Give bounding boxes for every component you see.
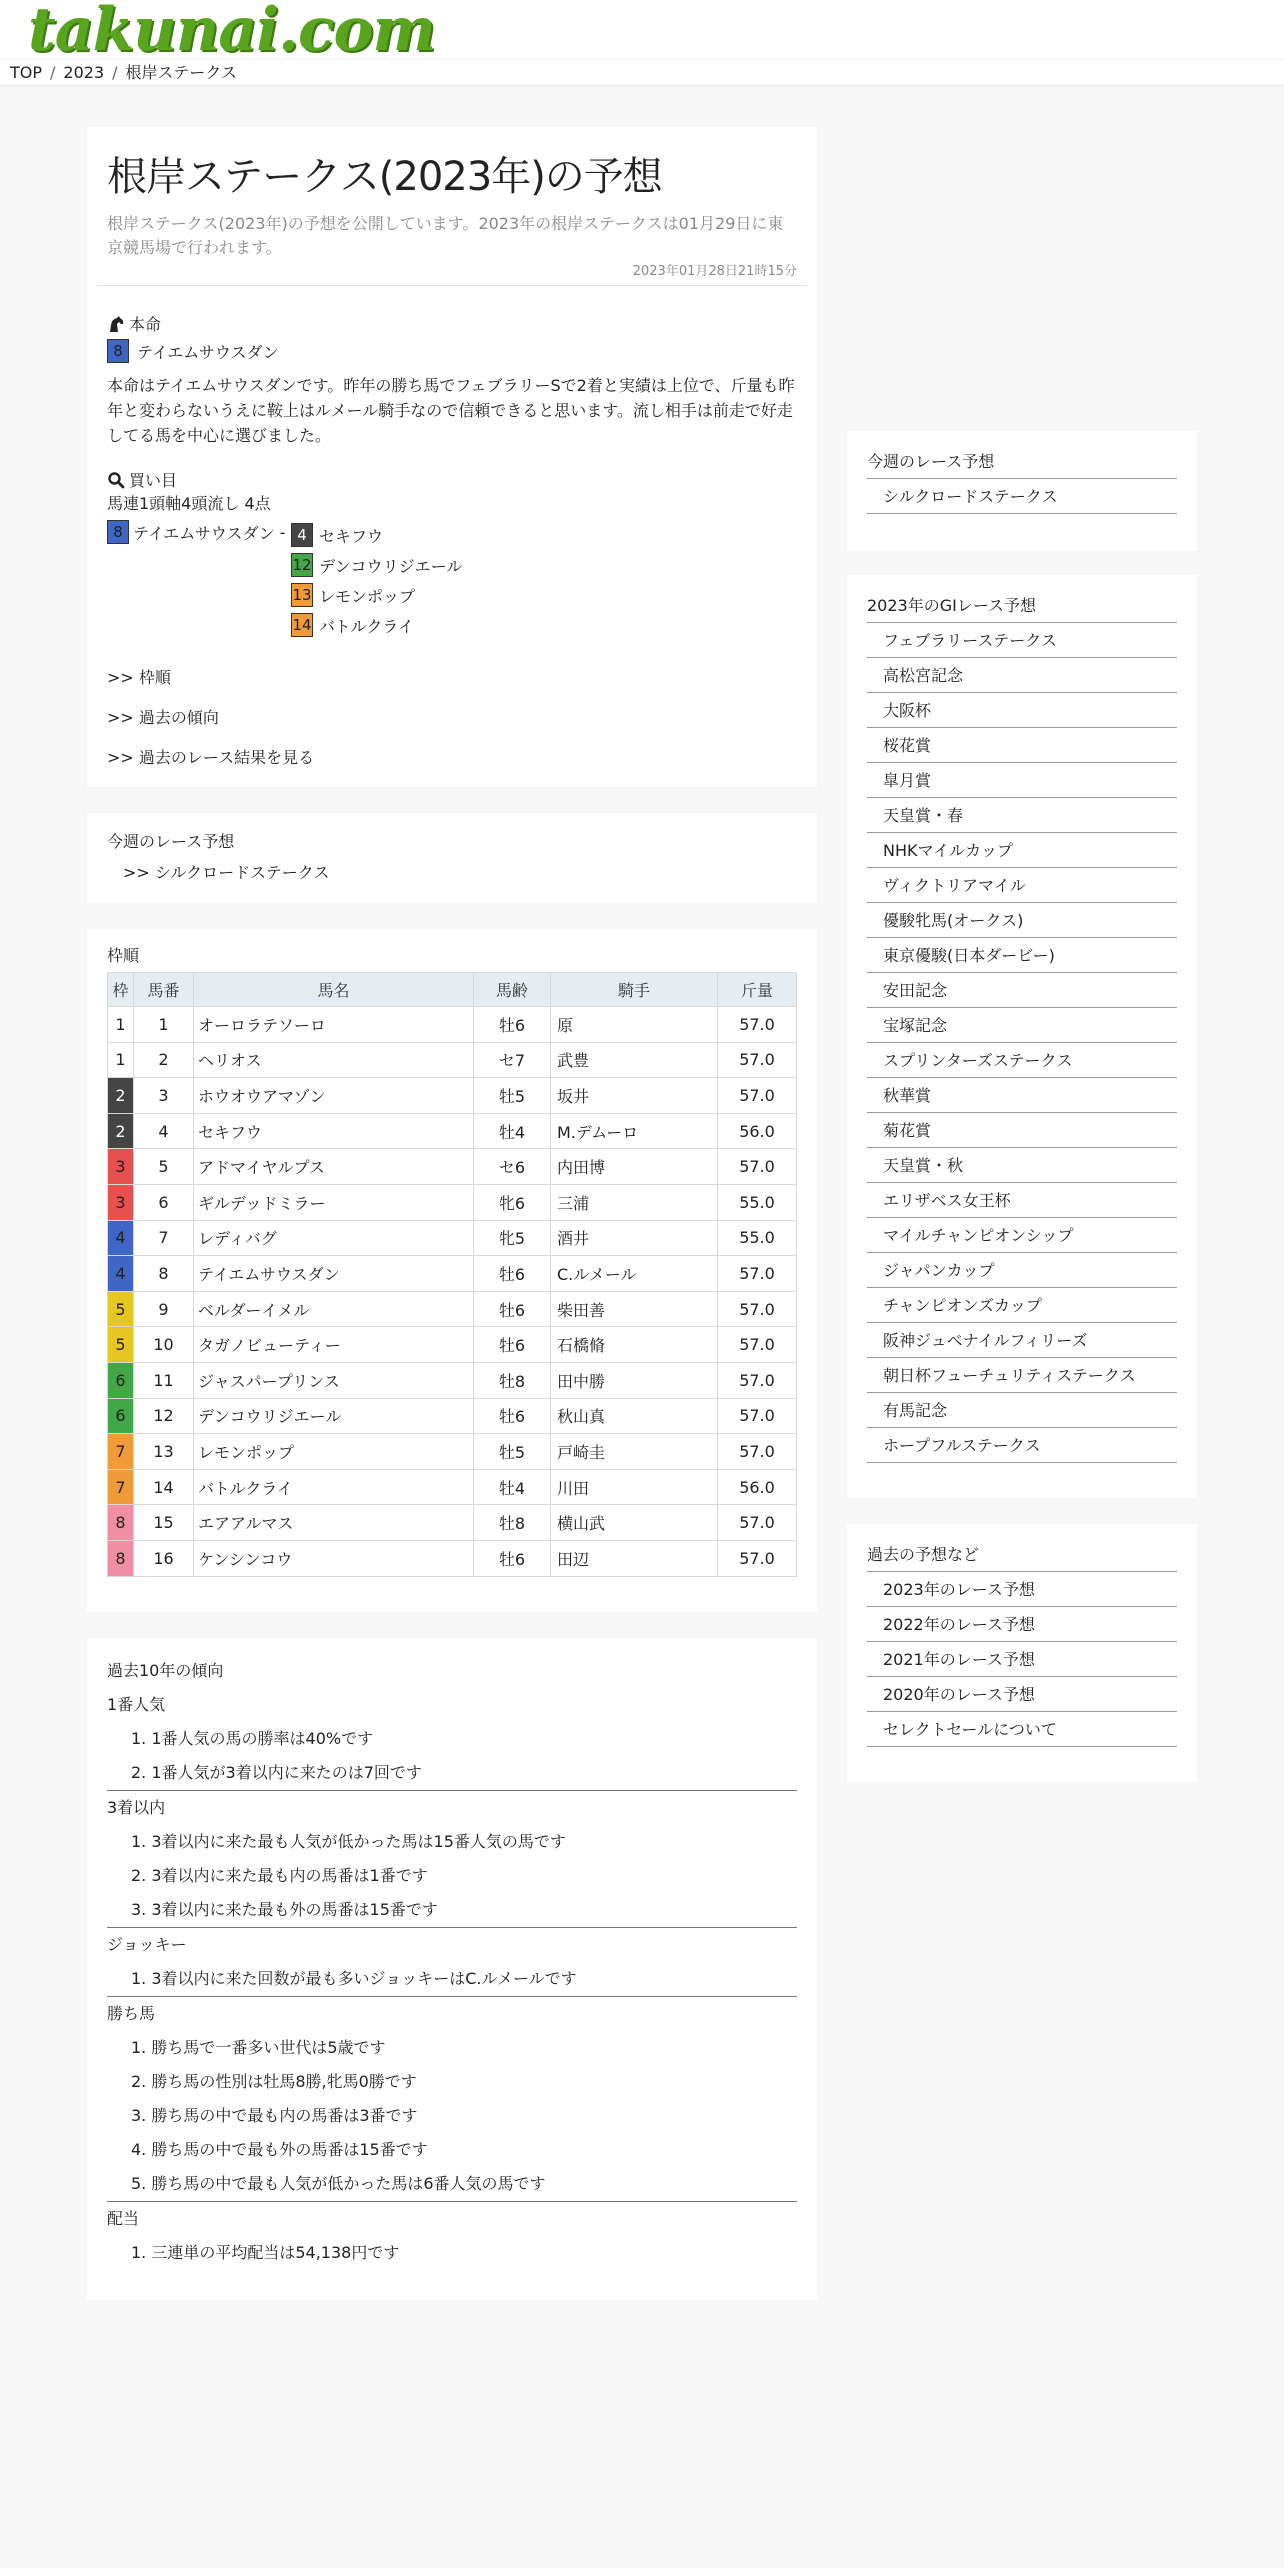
horse-number-badge: 8 <box>107 520 129 544</box>
site-logo[interactable]: takunai.com <box>28 0 436 65</box>
entries-head: 枠順 <box>107 946 140 965</box>
trends-head: 過去10年の傾向 <box>107 1661 224 1680</box>
horse-name-cell: ベルダーイメル <box>194 1291 474 1327</box>
sidebar-item <box>867 1008 1177 1043</box>
sidebar-item <box>867 1113 1177 1148</box>
jockey-cell: 川田 <box>551 1469 718 1505</box>
col-horse-name: 馬名 <box>194 973 474 1007</box>
table-row <box>108 1078 797 1114</box>
col-weight: 斤量 <box>718 973 797 1007</box>
age-cell: 牝5 <box>474 1220 551 1256</box>
waku-cell: 2 <box>108 1078 134 1114</box>
trend-item: 1. 三連単の平均配当は54,138円です <box>131 2243 400 2262</box>
sidebar-item <box>867 658 1177 693</box>
age-cell: 牝6 <box>474 1184 551 1220</box>
col-age: 馬齢 <box>474 973 551 1007</box>
table-row <box>108 1007 797 1043</box>
trend-item: 2. 3着以内に来た最も内の馬番は1番です <box>131 1866 428 1885</box>
partner-item: 12 デンコウリジエール <box>291 550 462 580</box>
age-cell: 牡6 <box>474 1256 551 1292</box>
weight-cell: 57.0 <box>718 1042 797 1078</box>
horse-name-cell: ケンシンコウ <box>194 1540 474 1576</box>
number-cell: 14 <box>134 1469 194 1505</box>
number-cell: 12 <box>134 1398 194 1434</box>
jockey-cell: 田辺 <box>551 1540 718 1576</box>
sidebar-link[interactable]: ヴィクトリアマイル <box>883 876 1026 895</box>
waku-cell: 8 <box>108 1540 134 1576</box>
weight-cell: 57.0 <box>718 1149 797 1185</box>
weight-cell: 57.0 <box>718 1362 797 1398</box>
trend-item: 1. 勝ち馬で一番多い世代は5歳です <box>131 2038 386 2057</box>
table-row <box>108 1434 797 1470</box>
breadcrumb-separator: / <box>112 63 118 82</box>
jockey-cell: 内田博 <box>551 1149 718 1185</box>
divider <box>97 285 807 286</box>
jockey-cell: C.ルメール <box>551 1256 718 1292</box>
sidebar-past-head: 過去の予想など <box>867 1538 1177 1572</box>
sidebar-link[interactable]: 菊花賞 <box>883 1121 932 1140</box>
age-cell: 牡5 <box>474 1078 551 1114</box>
weight-cell: 56.0 <box>718 1469 797 1505</box>
sidebar-item <box>867 1218 1177 1253</box>
sidebar-item <box>867 903 1177 938</box>
jockey-cell: 横山武 <box>551 1505 718 1541</box>
sidebar-link[interactable]: チャンピオンズカップ <box>883 1296 1042 1315</box>
sidebar-item <box>867 798 1177 833</box>
link-entries[interactable]: >> 枠順 <box>107 668 171 687</box>
partner-item: 14 バトルクライ <box>291 610 462 640</box>
sidebar-link[interactable]: スプリンターズステークス <box>883 1051 1073 1070</box>
horse-name-cell: タガノビューティー <box>194 1327 474 1363</box>
kaime-label: 買い目 <box>107 468 817 491</box>
waku-cell: 3 <box>108 1184 134 1220</box>
waku-cell: 6 <box>108 1398 134 1434</box>
horse-name-cell: ヘリオス <box>194 1042 474 1078</box>
breadcrumb-year[interactable]: 2023 <box>63 63 105 82</box>
sidebar-item <box>867 693 1177 728</box>
number-cell: 10 <box>134 1327 194 1363</box>
weight-cell: 55.0 <box>718 1184 797 1220</box>
weight-cell: 57.0 <box>718 1078 797 1114</box>
horse-name-cell: ジャスパープリンス <box>194 1362 474 1398</box>
sidebar-g1-head: 2023年のGⅠレース予想 <box>867 589 1177 623</box>
link-past-results[interactable]: >> 過去のレース結果を見る <box>107 748 315 767</box>
sidebar-item <box>867 728 1177 763</box>
jockey-cell: M.デムーロ <box>551 1113 718 1149</box>
table-row <box>108 1113 797 1149</box>
sidebar-item <box>867 1428 1177 1463</box>
col-waku: 枠 <box>108 973 134 1007</box>
sidebar-link[interactable]: 2021年のレース予想 <box>883 1650 1035 1669</box>
sidebar-link[interactable]: ホープフルステークス <box>883 1436 1041 1455</box>
horse-name-cell: エアアルマス <box>194 1505 474 1541</box>
table-row <box>108 1505 797 1541</box>
weight-cell: 57.0 <box>718 1540 797 1576</box>
waku-cell: 1 <box>108 1042 134 1078</box>
weekly-race-link[interactable]: >> シルクロードステークス <box>123 863 330 882</box>
age-cell: 牡6 <box>474 1398 551 1434</box>
link-trends[interactable]: >> 過去の傾向 <box>107 708 219 727</box>
horse-number-badge: 8 <box>107 339 129 363</box>
age-cell: 牡8 <box>474 1505 551 1541</box>
waku-cell: 8 <box>108 1505 134 1541</box>
entries-card <box>87 929 817 1612</box>
sidebar-link[interactable]: 宝塚記念 <box>883 1016 948 1035</box>
axis-name: テイエムサウスダン <box>133 523 275 543</box>
table-row <box>108 1469 797 1505</box>
horse-name-cell: レモンポップ <box>194 1434 474 1470</box>
table-row <box>108 1291 797 1327</box>
horse-icon <box>107 315 125 333</box>
waku-cell: 4 <box>108 1256 134 1292</box>
sidebar-link[interactable]: 高松宮記念 <box>883 666 964 685</box>
table-row <box>108 1149 797 1185</box>
sidebar-link[interactable]: 皐月賞 <box>883 771 932 790</box>
sidebar-item <box>867 1607 1177 1642</box>
sidebar-item <box>867 1642 1177 1677</box>
waku-cell: 5 <box>108 1291 134 1327</box>
jockey-cell: 戸崎圭 <box>551 1434 718 1470</box>
horse-name-cell: オーロラテソーロ <box>194 1007 474 1043</box>
age-cell: 牡4 <box>474 1469 551 1505</box>
waku-cell: 1 <box>108 1007 134 1043</box>
number-cell: 11 <box>134 1362 194 1398</box>
sidebar-item <box>867 1253 1177 1288</box>
trend-group-title: 勝ち馬 <box>107 2004 156 2023</box>
horse-name-cell: テイエムサウスダン <box>194 1256 474 1292</box>
sidebar-item <box>867 1323 1177 1358</box>
trends-card <box>87 1638 817 2300</box>
age-cell: 牡6 <box>474 1007 551 1043</box>
table-header-row <box>108 973 797 1007</box>
sidebar-link[interactable]: マイルチャンピオンシップ <box>883 1226 1074 1245</box>
publish-date: 2023年01月28日21時15分 <box>632 264 797 279</box>
table-row <box>108 1327 797 1363</box>
trend-item: 1. 3着以内に来た最も人気が低かった馬は15番人気の馬です <box>131 1832 566 1851</box>
sidebar-item <box>867 1183 1177 1218</box>
sidebar-link[interactable]: フェブラリーステークス <box>883 631 1057 650</box>
search-icon <box>107 471 125 489</box>
waku-cell: 5 <box>108 1327 134 1363</box>
sidebar-item <box>867 1288 1177 1323</box>
number-cell: 6 <box>134 1184 194 1220</box>
trend-item: 2. 勝ち馬の性別は牡馬8勝,牝馬0勝です <box>131 2072 417 2091</box>
age-cell: 牡6 <box>474 1291 551 1327</box>
horse-name-cell: セキフウ <box>194 1113 474 1149</box>
table-row <box>108 1398 797 1434</box>
waku-cell: 6 <box>108 1362 134 1398</box>
axis-separator: - <box>274 522 291 542</box>
table-row <box>108 1362 797 1398</box>
sidebar-item <box>867 1078 1177 1113</box>
sidebar-past <box>847 1524 1197 1782</box>
number-cell: 16 <box>134 1540 194 1576</box>
weight-cell: 57.0 <box>718 1327 797 1363</box>
horse-name-cell: ホウオウアマゾン <box>194 1078 474 1114</box>
trend-item: 3. 3着以内に来た最も外の馬番は15番です <box>131 1900 438 1919</box>
sidebar-item <box>867 623 1177 658</box>
sidebar-link[interactable]: 秋華賞 <box>883 1086 932 1105</box>
age-cell: 牡6 <box>474 1327 551 1363</box>
horse-number-badge: 12 <box>291 553 313 577</box>
trend-group-title: 配当 <box>107 2209 140 2228</box>
sidebar-link[interactable]: 優駿牝馬(オークス) <box>883 911 1024 930</box>
horse-name-cell: アドマイヤルプス <box>194 1149 474 1185</box>
sidebar-item <box>867 973 1177 1008</box>
trend-item: 5. 勝ち馬の中で最も人気が低かった馬は6番人気の馬です <box>131 2174 546 2193</box>
sidebar-link[interactable]: 朝日杯フューチュリティステークス <box>883 1366 1136 1385</box>
number-cell: 3 <box>134 1078 194 1114</box>
table-row <box>108 1540 797 1576</box>
horse-name-cell: ギルデッドミラー <box>194 1184 474 1220</box>
trend-item: 1. 1番人気の馬の勝率は40%です <box>131 1729 374 1748</box>
sidebar-link[interactable]: エリザベス女王杯 <box>883 1191 1011 1210</box>
jockey-cell: 秋山真 <box>551 1398 718 1434</box>
trend-item: 2. 1番人気が3着以内に来たのは7回です <box>131 1763 422 1782</box>
axis-horse <box>107 520 291 544</box>
age-cell: 牡5 <box>474 1434 551 1470</box>
sidebar-link[interactable]: ジャパンカップ <box>883 1261 995 1280</box>
age-cell: セ6 <box>474 1149 551 1185</box>
horse-name-cell: バトルクライ <box>194 1469 474 1505</box>
number-cell: 8 <box>134 1256 194 1292</box>
sidebar-link[interactable]: 阪神ジュベナイルフィリーズ <box>883 1331 1088 1350</box>
sidebar-item <box>867 1358 1177 1393</box>
horse-number-badge: 13 <box>291 583 313 607</box>
trend-item: 3. 勝ち馬の中で最も内の馬番は3番です <box>131 2106 418 2125</box>
weight-cell: 56.0 <box>718 1113 797 1149</box>
sidebar-item <box>867 868 1177 903</box>
number-cell: 2 <box>134 1042 194 1078</box>
sidebar-link[interactable]: 有馬記念 <box>883 1401 948 1420</box>
breadcrumb-current: 根岸ステークス <box>125 63 238 82</box>
sidebar-item <box>867 938 1177 973</box>
weight-cell: 57.0 <box>718 1505 797 1541</box>
jockey-cell: 武豊 <box>551 1042 718 1078</box>
weight-cell: 57.0 <box>718 1291 797 1327</box>
sidebar-item <box>867 1572 1177 1607</box>
sidebar-item <box>867 833 1177 868</box>
sidebar-link[interactable]: セレクトセールについて <box>883 1720 1057 1739</box>
prediction-card <box>87 127 817 787</box>
number-cell: 5 <box>134 1149 194 1185</box>
weight-cell: 57.0 <box>718 1434 797 1470</box>
sidebar-item <box>867 1043 1177 1078</box>
jockey-cell: 三浦 <box>551 1184 718 1220</box>
waku-cell: 7 <box>108 1469 134 1505</box>
kaime-type: 馬連1頭軸4頭流し 4点 <box>107 494 271 513</box>
breadcrumb-separator: / <box>50 63 56 82</box>
page-title: 根岸ステークス(2023年)の予想 <box>107 154 662 200</box>
trend-group-title: 3着以内 <box>107 1798 166 1817</box>
sidebar-item <box>867 1712 1177 1747</box>
article-links <box>87 658 817 778</box>
article-lead: 根岸ステークス(2023年)の予想を公開しています。2023年の根岸ステークスは01月29日に東京競馬場で行われます。 <box>107 214 784 257</box>
col-number: 馬番 <box>134 973 194 1007</box>
jockey-cell: 坂井 <box>551 1078 718 1114</box>
age-cell: 牡4 <box>474 1113 551 1149</box>
number-cell: 7 <box>134 1220 194 1256</box>
jockey-cell: 田中勝 <box>551 1362 718 1398</box>
partner-item: 13 レモンポップ <box>291 580 462 610</box>
jockey-cell: 石橋脩 <box>551 1327 718 1363</box>
waku-cell: 7 <box>108 1434 134 1470</box>
partner-list <box>291 520 462 640</box>
sidebar-g1 <box>847 575 1197 1498</box>
breadcrumb-top[interactable]: TOP <box>10 63 43 82</box>
sidebar-weekly <box>847 431 1197 551</box>
jockey-cell: 原 <box>551 1007 718 1043</box>
prediction-body: 本命はテイエムサウスダンです。昨年の勝ち馬でフェブラリーSで2着と実績は上位で、斤量も昨年と変わらないうえに鞍上はルメール騎手なので信頼できると思います。流し相手は前走で好走してる馬を中心に選びました。 <box>107 376 795 445</box>
weight-cell: 57.0 <box>718 1007 797 1043</box>
number-cell: 15 <box>134 1505 194 1541</box>
weight-cell: 57.0 <box>718 1398 797 1434</box>
waku-cell: 4 <box>108 1220 134 1256</box>
sidebar-link[interactable]: 2020年のレース予想 <box>883 1685 1035 1704</box>
table-row <box>108 1220 797 1256</box>
sidebar-item <box>867 1677 1177 1712</box>
horse-number-badge: 14 <box>291 613 313 637</box>
partner-item: 4 セキフウ <box>291 520 462 550</box>
horse-name-cell: デンコウリジエール <box>194 1398 474 1434</box>
jockey-cell: 酒井 <box>551 1220 718 1256</box>
number-cell: 1 <box>134 1007 194 1043</box>
sidebar-link[interactable]: 2022年のレース予想 <box>883 1615 1035 1634</box>
jockey-cell: 柴田善 <box>551 1291 718 1327</box>
table-row <box>108 1042 797 1078</box>
sidebar-link[interactable]: 天皇賞・春 <box>883 806 964 825</box>
sidebar-item <box>867 1393 1177 1428</box>
trend-item: 1. 3着以内に来た回数が最も多いジョッキーはC.ルメールです <box>131 1969 577 1988</box>
trend-item: 4. 勝ち馬の中で最も外の馬番は15番です <box>131 2140 428 2159</box>
sidebar-link[interactable]: 桜花賞 <box>883 736 932 755</box>
number-cell: 13 <box>134 1434 194 1470</box>
trend-group-title: 1番人気 <box>107 1695 166 1714</box>
kaime-combination <box>107 520 817 642</box>
table-row <box>108 1256 797 1292</box>
weight-cell: 57.0 <box>718 1256 797 1292</box>
horse-name-cell: レディバグ <box>194 1220 474 1256</box>
waku-cell: 3 <box>108 1149 134 1185</box>
horse-number-badge: 4 <box>291 523 313 547</box>
sidebar-link[interactable]: 東京優駿(日本ダービー) <box>883 946 1055 965</box>
sidebar-weekly-item[interactable]: シルクロードステークス <box>883 487 1058 506</box>
honmei-label: 本命 <box>107 312 817 335</box>
waku-cell: 2 <box>108 1113 134 1149</box>
honmei-horse <box>107 339 817 363</box>
sidebar-link[interactable]: 大阪杯 <box>883 701 932 720</box>
number-cell: 4 <box>134 1113 194 1149</box>
sidebar-item <box>867 763 1177 798</box>
sidebar-weekly-head: 今週のレース予想 <box>867 445 1177 479</box>
weight-cell: 55.0 <box>718 1220 797 1256</box>
col-jockey: 騎手 <box>551 973 718 1007</box>
age-cell: 牡8 <box>474 1362 551 1398</box>
weekly-head: 今週のレース予想 <box>107 832 235 851</box>
sidebar-link[interactable]: 安田記念 <box>883 981 948 1000</box>
sidebar-link[interactable]: NHKマイルカップ <box>883 841 1014 860</box>
entries-table <box>107 972 797 1577</box>
honmei-name: テイエムサウスダン <box>137 342 279 362</box>
number-cell: 9 <box>134 1291 194 1327</box>
trend-group-title: ジョッキー <box>107 1935 187 1954</box>
site-header <box>0 0 1284 65</box>
age-cell: 牡6 <box>474 1540 551 1576</box>
sidebar-link[interactable]: 天皇賞・秋 <box>883 1156 964 1175</box>
table-row <box>108 1184 797 1220</box>
weekly-card <box>87 813 817 903</box>
sidebar-link[interactable]: 2023年のレース予想 <box>883 1580 1035 1599</box>
sidebar-item <box>867 1148 1177 1183</box>
age-cell: セ7 <box>474 1042 551 1078</box>
